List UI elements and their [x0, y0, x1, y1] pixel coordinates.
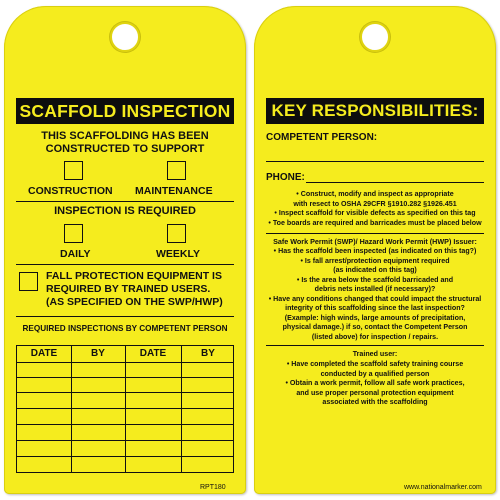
divider — [266, 345, 484, 346]
fall-protection-line-3: (AS SPECIFIED ON THE SWP/HWP) — [46, 296, 223, 308]
swp-line: (Example: high winds, large amounts of precipitation, — [284, 313, 466, 322]
competent-person-label: COMPETENT PERSON: — [266, 132, 378, 143]
swp-line: physical damage.) if so, contact the Competent Person — [282, 323, 468, 331]
trained-line: and use proper personal protection equipment — [296, 388, 454, 397]
column-header-by: BY — [201, 348, 215, 359]
swp-line: • Is the area below the scaffold barricaded and — [296, 275, 454, 284]
column-header-date: DATE — [30, 348, 58, 359]
intro-line-1: THIS SCAFFOLDING HAS BEEN — [41, 130, 209, 142]
product-code: RPT180 — [200, 484, 226, 491]
fall-protection-line-1: FALL PROTECTION EQUIPMENT IS — [46, 270, 222, 282]
trained-user-heading: Trained user: — [352, 350, 398, 358]
divider — [16, 316, 234, 317]
swp-line: integrity of this scaffolding since the last inspection? — [285, 304, 465, 312]
inspection-log-table[interactable] — [16, 345, 234, 473]
cp-line: with resect to OSHA 29CFR §1910.282 §1926.451 — [293, 199, 457, 208]
swp-line: debris nets installed (if necessary)? — [314, 285, 436, 293]
trained-line: associated with the scaffolding — [322, 398, 428, 406]
weekly-label: WEEKLY — [156, 248, 200, 260]
key-responsibilities-tag — [254, 6, 496, 494]
scaffold-inspection-tag — [4, 6, 246, 494]
daily-label: DAILY — [60, 248, 91, 260]
tag-title: SCAFFOLD INSPECTION — [16, 98, 234, 124]
tag-title: KEY RESPONSIBILITIES: — [266, 98, 484, 124]
cp-line: • Inspect scaffold for visible defects as specified on this tag — [274, 209, 476, 217]
swp-line: (listed above) for inspection / repairs. — [311, 332, 439, 341]
tag-hole — [360, 22, 390, 52]
divider — [16, 264, 234, 265]
construction-checkbox[interactable] — [64, 161, 83, 180]
daily-checkbox[interactable] — [64, 224, 83, 243]
required-inspections-heading: REQUIRED INSPECTIONS BY COMPETENT PERSON — [22, 324, 228, 333]
divider — [266, 233, 484, 234]
swp-line: (as indicated on this tag) — [333, 266, 417, 274]
fall-protection-line-2: REQUIRED BY TRAINED USERS. — [46, 283, 211, 295]
cp-line: • Construct, modify and inspect as appropriate — [296, 190, 454, 198]
maintenance-label: MAINTENANCE — [135, 185, 213, 197]
column-header-by: BY — [91, 348, 105, 359]
website-link[interactable]: www.nationalmarker.com — [404, 484, 482, 491]
divider — [16, 201, 234, 202]
maintenance-checkbox[interactable] — [167, 161, 186, 180]
competent-person-line[interactable] — [266, 161, 484, 162]
inspection-required-heading: INSPECTION IS REQUIRED — [54, 205, 196, 217]
swp-line: • Have any conditions changed that could impact the structural — [268, 294, 482, 303]
cp-line: • Toe boards are required and barricades must be placed below — [268, 218, 482, 227]
intro-line-2: CONSTRUCTED TO SUPPORT — [45, 143, 205, 155]
phone-label: PHONE: — [266, 172, 305, 183]
phone-line[interactable] — [306, 182, 484, 183]
trained-line: conducted by a qualified person — [320, 369, 430, 378]
swp-line: • Is fall arrest/protection equipment required — [300, 256, 450, 265]
weekly-checkbox[interactable] — [167, 224, 186, 243]
swp-line: • Has the scaffold been inspected (as indicated on this tag?) — [273, 247, 477, 255]
construction-label: CONSTRUCTION — [28, 185, 113, 197]
trained-line: • Obtain a work permit, follow all safe work practices, — [285, 379, 465, 387]
fall-protection-checkbox[interactable] — [19, 272, 38, 291]
tag-hole — [110, 22, 140, 52]
swp-heading: Safe Work Permit (SWP)/ Hazard Work Permit (HWP) Issuer: — [273, 237, 477, 246]
column-header-date: DATE — [139, 348, 167, 359]
trained-line: • Have completed the scaffold safety training course — [286, 360, 464, 368]
